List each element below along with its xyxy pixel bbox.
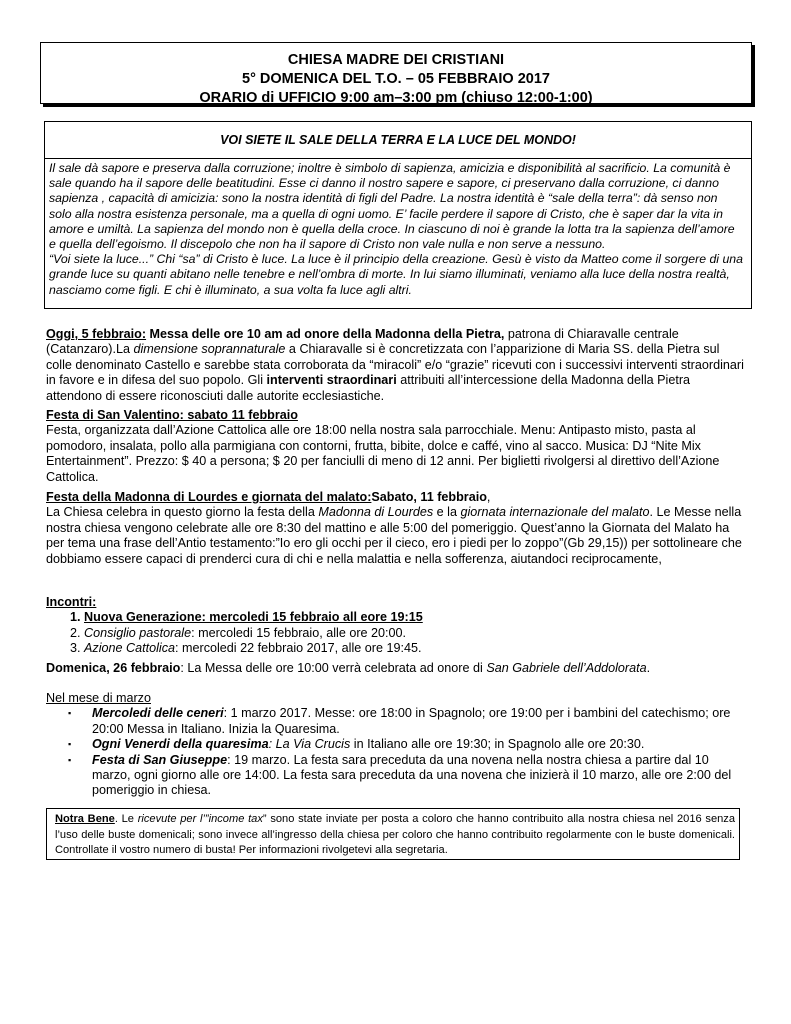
today-text: centrale (Catanzaro).La [46,327,679,357]
list-item [46,737,746,752]
lourdes-text: e la [433,505,461,520]
domenica-end: . [646,661,651,675]
list-item [46,753,746,799]
today-date: Oggi, 5 febbraio: [46,327,147,341]
note-text-italic: ricevute per l’”income tax [137,813,263,825]
lourdes-date: Sabato, 11 febbraio [371,490,487,504]
liturgical-date: 5° DOMENICA DEL T.O. – 05 FEBBRAIO 2017 [242,71,550,87]
list-item [46,706,746,737]
item-number: 3. [70,641,81,656]
today-text-italic: dimensione soprannaturale [133,342,286,357]
marzo-title: Nel mese di marzo [46,691,151,705]
item-number: 1. [70,610,81,625]
today-text: attribuiti all’intercessione della Madonna della Pietra attendono di essere riconosciuti dalle autorite ecclesiastiche. [46,373,691,403]
item-label: Consiglio pastorale [84,625,192,640]
reflection-paragraph-salt: Il sale dà sapore e preserva dalla corruzione; inoltre è simbolo di sapienza, amicizia e disponibilità al sacrificio. La comunità è sale quando ha il sapore delle beatitudini. Esse ci danno il nostro sapere e sapore, ci preservano dalla corruzione, ci danno sapienza , capacità di amicizia: sono la nostra identità di figli del Padre. La nostra identità è “sale della terra”: dà senso non solo alla nostra esistenza personale, ma a quella di ogni uomo. E’ facile perdere il sapore di Cristo, che è saper dar la vita in amore e umiltà. La sapienza del mondo non è quella della croce. In ciascuno di noi è grande la lotta tra la sapienza dell’amore e quella dell’egoismo. Il discepolo che non ha il sapore di Cristo non vale nulla e non serve a nessuno. [49,161,735,252]
item-text: : mercoledi 22 febbraio 2017, alle ore 19:45. [175,641,422,656]
bulletin-header [40,42,752,104]
valentino-text: Festa, organizzata dall’Azione Cattolica alle ore 18:00 nella nostra sala parrocchiale. Menu: Antipasto misto, pasta al pomodoro, insalata, pollo alla parmigiana con contorni, frutta, bibite, dolce e caffé, vino al sacco. Musica: DJ “Nite Mix Entertainment”. Prezzo: $ 40 a persona; $ 20 per fanciulli di meno di 12 anni. Per biglietti rivolgersi al direttivo dell’Azione Cattolica. [46,423,720,484]
section-valentino [46,408,746,485]
note-label: Notra Bene [55,813,115,825]
domenica-text: : La Messa delle ore 10:00 verrà celebrata ad onore di [180,661,487,675]
item-label: Mercoledi delle ceneri [92,706,224,721]
lourdes-text: . Le Messe nella nostra chiesa vengono celebrate alle ore 8:30 del mattino e alle 5:00 del pomeriggio. Quest’anno la Giornata del Malato ha per tema una frase dell’Antio testamento:”Io ero gli occhi per il cieco, ero i piedi per lo zoppo”(Gb 29,15)) per sottolineare che dobbiamo essere capaci di prenderci cura di chi e nella malattia e nella sofferenza, aiutandoci reciprocamente, [46,505,742,566]
note-text: ” sono state inviate per posta a coloro che hanno contribuito alla nostra chiesa nel 2016 senza l’uso delle buste domenicali; sono invece all’ingresso della chiesa per coloro che hanno contribuito regolarmente con le buste domenicali. Controllate il vostro numero di busta! Per informazioni rivolgetevi alla segretaria. [55,813,735,857]
lourdes-title: Festa della Madonna di Lourdes e giornata del malato: [46,490,372,504]
item-label: Azione Cattolica [84,641,176,656]
today-text: a Chiaravalle si è concretizzata con l’apparizione di Maria SS. della Pietra sul colle denominato Castello e sarebbe stata corroborata da “miracoli” e/o “grazie” ricevuti con i successivi interventi straordinari in favore e in difesa del suo popolo. Gli [46,342,744,388]
incontri-title: Incontri: [46,595,97,609]
valentino-title: Festa di San Valentino: sabato 11 febbraio [46,408,298,422]
section-marzo [46,691,746,799]
item-label: Ogni Venerdi della quaresima [92,737,269,752]
list-item [46,641,746,656]
lourdes-text-italic: Madonna di Lourdes [318,505,434,520]
note-text: . Le [114,813,138,825]
item-label: Nuova Generazione: mercoledi 15 febbraio all eore 19:15 [84,610,423,625]
bullet-icon: ▪ [68,708,72,719]
domenica-date: Domenica, 26 febbraio [46,661,181,675]
lourdes-text: La Chiesa celebra in questo giorno la festa della [46,505,319,520]
section-lourdes [46,490,746,567]
item-text-italic: La Via Crucis [275,737,351,752]
marzo-list [46,706,746,798]
section-incontri [46,595,746,657]
item-text: in Italiano alle ore 19:30; in Spagnolo alle ore 20:30. [350,737,645,752]
lourdes-text-italic: giornata internazionale del malato [460,505,650,520]
today-text-bold: interventi straordinari [266,373,397,388]
reflection-paragraph-light: “Voi siete la luce...” Chi “sa” di Cristo è luce. La luce è il principio della creazione. Gesù è visto da Matteo come il sorgere di una grande luce su quanti abitano nelle tenebre e nell’ombra di morte. In lui siamo illuminati, veniamo alla luce della nostra realtà, nasciamo come figli. E chi è illuminato, a sua volta fa luce agli altri. [49,252,743,297]
section-today [46,327,746,404]
item-number: 2. [70,625,81,640]
bullet-icon: ▪ [68,739,72,750]
item-text: : 19 marzo. La festa sara preceduta da una novena nella nostra chiesa a partire dal 10 marzo, ogni giorno alle ore 14:00. La festa sara preceduta da una novena che inizierà il 10 marzo, alle ore 2:00 del pomeriggio in chiesa. [92,752,732,798]
today-text: patrona di Chiaravalle [504,327,631,341]
domenica-saint: San Gabriele dell’Addolorata [486,661,647,675]
church-name: CHIESA MADRE DEI CRISTIANI [287,52,505,68]
section-domenica [46,661,746,676]
list-item [46,626,746,641]
note-box [46,808,740,860]
gospel-reflection-box [44,121,752,309]
item-sep: : [268,737,276,752]
item-text: : mercoledi 15 febbraio, alle ore 20:00. [191,625,407,640]
lourdes-comma: , [486,490,491,504]
item-text: : 1 marzo 2017. Messe: ore 18:00 in Spagnolo; ore 19:00 per i bambini del catechismo; ore 20:00 Messa in Italiano. Inizia la Quaresima. [92,706,731,736]
office-hours: ORARIO di UFFICIO 9:00 am–3:00 pm (chiuso 12:00-1:00) [199,90,593,106]
incontri-list [46,610,746,656]
bullet-icon: ▪ [68,754,72,765]
today-mass: Messa delle ore 10 am ad onore della Madonna della Pietra, [146,327,505,341]
list-item [46,610,746,625]
item-label: Festa di San Giuseppe [92,752,228,767]
reflection-title: VOI SIETE IL SALE DELLA TERRA E LA LUCE DEL MONDO! [45,122,751,159]
